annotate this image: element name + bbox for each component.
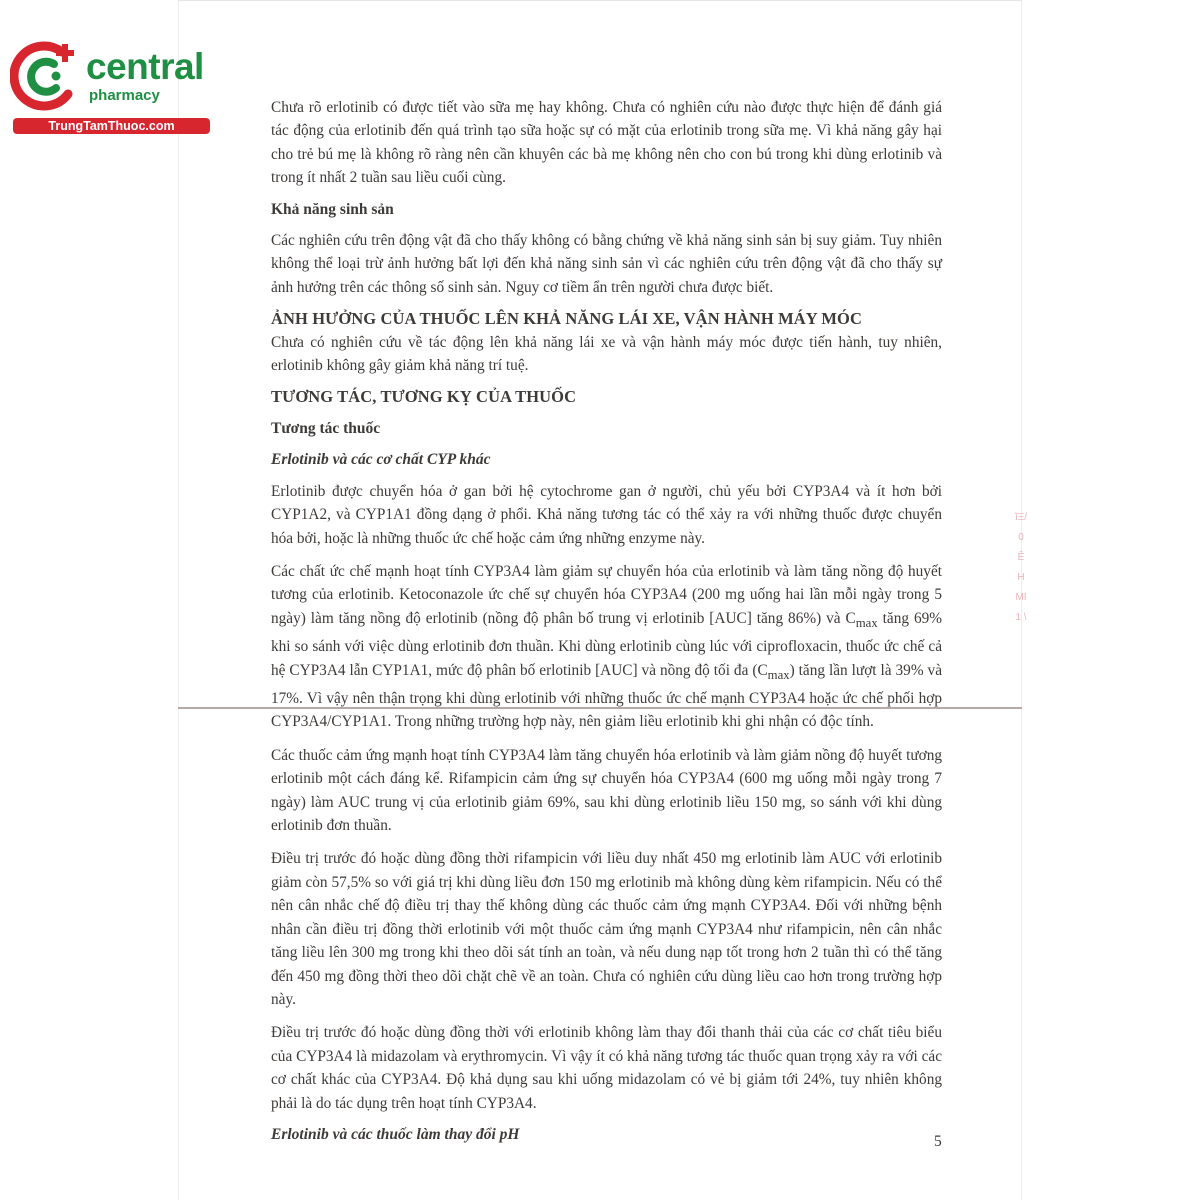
paragraph-cyp3a4-inducers: Các thuốc cảm ứng mạnh hoạt tính CYP3A4 làm tăng chuyển hóa erlotinib và làm giảm nồng độ huyết tương erlotinib một cách đáng kể. Rifampicin cảm ứng sự chuyển hóa CYP3A4 (600 mg uống mỗi ngày trong 7 ngày) làm AUC trung vị của erlotinib giảm 69%, sau khi dùng erlotinib liều 150 mg, so sánh với khi dùng erlotinib đơn thuần. — [271, 746, 942, 835]
heading-drug-interactions: Tương tác thuốc — [271, 419, 381, 437]
stamp-mark: H — [1017, 572, 1025, 583]
stamp-mark: Ê — [1017, 552, 1025, 563]
page-edge-left — [178, 0, 179, 1200]
brand-url-badge[interactable]: TrungTamThuoc.com — [13, 118, 210, 134]
paragraph-cyp3a4-inhibitors: Các chất ức chế mạnh hoạt tính CYP3A4 làm giảm sự chuyển hóa của erlotinib và làm tăng nồng độ huyết tương của erlotinib. Ketoconazole ức chế sự chuyển hóa CYP3A4 (200 mg uống hai lần mỗi ngày trong 5 ngày) làm tăng nồng độ erlotinib (nồng độ phân bố trung vị erlotinib [AUC] tăng 86%) và $C_{max}$ tăng 69% khi so sánh với việc dùng erlotinib đơn thuần. Khi dùng erlotinib cùng lúc với ciprofloxacin, thuốc ức chế cả hệ CYP3A4 lẫn CYP1A1, mức độ phân bố erlotinib [AUC] và nồng độ tối đa $(C_{max})$ tăng lần lượt là 39% và 17%. Vì vậy nên thận trọng khi dùng erlotinib với những thuốc ức chế mạnh CYP3A4 hoặc ức chế phối hợp CYP3A4/CYP1A1. Trong những trường hợp này, nên giảm liều erlotinib khi ghi nhận có độc tính. — [271, 562, 942, 731]
page-edge — [178, 0, 1022, 1]
stamp-mark: 0 — [1018, 532, 1024, 543]
pharmacy-logo-icon — [10, 38, 92, 118]
heading-fertility: Khả năng sinh sản — [271, 200, 394, 218]
brand-name: central — [86, 46, 204, 87]
brand-subtitle: pharmacy — [89, 87, 160, 104]
page-number: 5 — [934, 1133, 942, 1150]
scan-fold-line — [178, 707, 1022, 709]
heading-interactions: TƯƠNG TÁC, TƯƠNG KỴ CỦA THUỐC — [271, 387, 577, 407]
red-stamp-marks — [1009, 508, 1033, 668]
heading-driving: ẢNH HƯỞNG CỦA THUỐC LÊN KHẢ NĂNG LÁI XE, VẬN HÀNH MÁY MÓC — [271, 309, 863, 329]
stamp-mark: MI — [1015, 592, 1027, 603]
heading-ph-modifiers: Erlotinib và các thuốc làm thay đổi pH — [271, 1125, 520, 1143]
paragraph-metabolism: Erlotinib được chuyển hóa ở gan bởi hệ cytochrome gan ở người, chủ yếu bởi CYP3A4 và ít hơn bởi CYP1A2, và CYP1A1 đồng dạng ở phổi. Khả năng tương tác có thể xảy ra với những thuốc được chuyển hóa bởi, hoặc là những thuốc ức chế hoặc cảm ứng những enzyme này. — [271, 482, 942, 547]
paragraph-driving: Chưa có nghiên cứu về tác động lên khả năng lái xe và vận hành máy móc được tiến hành, tuy nhiên, erlotinib không gây giảm khả năng trí tuệ. — [271, 333, 942, 375]
paragraph-breastfeeding: Chưa rõ erlotinib có được tiết vào sữa mẹ hay không. Chưa có nghiên cứu nào được thực hiện để đánh giá tác động của erlotinib đến quá trình tạo sữa hoặc sự có mặt của erlotinib trong sữa mẹ. Vì khả năng gây hại cho trẻ bú mẹ là không rõ ràng nên cần khuyên các bà mẹ không nên cho con bú trong khi dùng erlotinib và trong ít nhất 2 tuần sau liều cuối cùng. — [271, 99, 942, 187]
document-body — [271, 96, 942, 1146]
heading-cyp-substrates: Erlotinib và các cơ chất CYP khác — [271, 451, 491, 469]
paragraph-midazolam: Điều trị trước đó hoặc dùng đồng thời với erlotinib không làm thay đổi thanh thải của các cơ chất tiêu biểu của CYP3A4 là midazolam và erythromycin. Vì vậy ít có khả năng tương tác thuốc quan trọng xảy ra với các cơ chất khác của CYP3A4. Độ khả dụng sau khi uống midazolam có vẻ bị giảm tới 24%, tuy nhiên không phải là do tác dụng trên hoạt tính CYP3A4. — [271, 1024, 942, 1112]
stamp-mark: ĩΞ/ — [1014, 512, 1028, 523]
paragraph-rifampicin: Điều trị trước đó hoặc dùng đồng thời rifampicin với liều duy nhất 450 mg erlotinib làm AUC với erlotinib giảm còn 57,5% so với giá trị khi dùng liều đơn 150 mg erlotinib mà không dùng kèm rifampicin. Nếu có thể nên cân nhắc chế độ điều trị thay thế không dùng các thuốc cảm ứng mạnh CYP3A4. Đối với những bệnh nhân cần điều trị đồng thời erlotinib với một thuốc cảm ứng mạnh CYP3A4 như rifampicin, nên cân nhắc tăng liều lên 300 mg trong khi theo dõi sát tính an toàn, và nếu dung nạp tốt trong hơn 2 tuần thì có thể tăng đến 450 mg đồng thời theo dõi chặt chẽ về an toàn. Chưa có nghiên cứu dùng liều cao hơn trong trường hợp này. — [271, 850, 942, 1008]
stamp-mark: 1 \ — [1015, 612, 1027, 623]
paragraph-fertility: Các nghiên cứu trên động vật đã cho thấy không có bằng chứng về khả năng sinh sản bị suy giảm. Tuy nhiên không thể loại trừ ảnh hưởng bất lợi đến khả năng sinh sản vì các nghiên cứu trên động vật đã cho thấy sự ảnh hưởng trên các thông số sinh sản. Nguy cơ tiềm ẩn trên người chưa được biết. — [271, 232, 942, 296]
